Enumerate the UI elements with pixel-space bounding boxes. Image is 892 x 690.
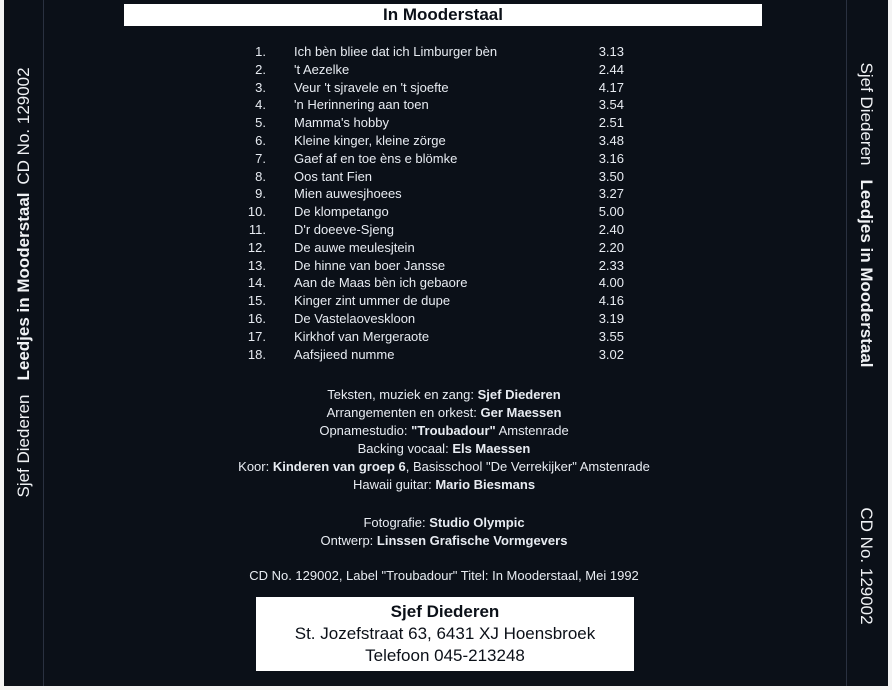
track-row bbox=[234, 115, 634, 133]
track-row bbox=[234, 169, 634, 187]
track-row bbox=[234, 347, 634, 365]
credit-arrangements bbox=[174, 404, 714, 422]
catalog-line: CD No. 129002, Label "Troubadour" Titel: In Mooderstaal, Mei 1992 bbox=[249, 568, 639, 583]
track-row bbox=[234, 133, 634, 151]
track-duration: 2.40 bbox=[598, 221, 624, 237]
credit-value: Kinderen van groep 6 bbox=[272, 459, 406, 474]
track-name: De auwe meulesjtein bbox=[294, 239, 415, 255]
track-name: 't Aezelke bbox=[294, 61, 350, 77]
track-duration: 3.27 bbox=[598, 186, 624, 202]
track-number: 7. bbox=[255, 150, 266, 166]
track-number: 13. bbox=[247, 257, 266, 273]
credit-label: Ontwerp: bbox=[320, 533, 374, 548]
track-name: Gaef af en toe èns e blömke bbox=[294, 150, 458, 166]
left-spine-divider bbox=[43, 0, 44, 686]
credit-lyrics bbox=[174, 386, 714, 404]
track-number: 10. bbox=[247, 204, 266, 220]
track-row bbox=[234, 275, 634, 293]
track-row bbox=[234, 80, 634, 98]
track-row bbox=[234, 151, 634, 169]
credit-label: Fotografie: bbox=[363, 515, 426, 530]
track-duration: 3.54 bbox=[598, 97, 624, 113]
track-row bbox=[234, 44, 634, 62]
track-name: Kleine kinger, kleine zörge bbox=[294, 132, 446, 148]
track-row bbox=[234, 204, 634, 222]
spine-album: Leedjes in Mooderstaal bbox=[14, 192, 33, 381]
track-row bbox=[234, 311, 634, 329]
credit-studio-place: Amstenrade bbox=[498, 423, 569, 438]
track-name: Mamma's hobby bbox=[294, 115, 389, 131]
track-number: 18. bbox=[247, 346, 266, 362]
credit-design bbox=[174, 532, 714, 550]
track-number: 4. bbox=[255, 97, 266, 113]
track-name: Kirkhof van Mergeraote bbox=[294, 328, 430, 344]
track-number: 8. bbox=[255, 168, 266, 184]
track-duration: 3.16 bbox=[598, 150, 624, 166]
credit-value: Els Maessen bbox=[452, 441, 531, 456]
spine-album: Leedjes in Mooderstaal bbox=[857, 179, 876, 368]
credit-value: Mario Biesmans bbox=[435, 477, 536, 492]
contact-street: St. Jozefstraat 63, 6431 XJ Hoensbroek bbox=[294, 624, 596, 643]
track-name: Aan de Maas bèn ich gebaore bbox=[294, 275, 468, 291]
track-number: 5. bbox=[255, 115, 266, 131]
track-number: 17. bbox=[247, 328, 266, 344]
track-duration: 2.44 bbox=[598, 61, 624, 77]
credit-value: Studio Olympic bbox=[429, 515, 525, 530]
credit-label: Hawaii guitar: bbox=[352, 477, 432, 492]
track-row bbox=[234, 62, 634, 80]
track-name: De klompetango bbox=[294, 204, 389, 220]
track-name: De Vastelaoveskloon bbox=[294, 310, 416, 326]
track-number: 6. bbox=[255, 132, 266, 148]
credit-backing bbox=[174, 440, 714, 458]
track-row bbox=[234, 240, 634, 258]
album-title: In Mooderstaal bbox=[124, 4, 762, 26]
track-name: Aafsjieed numme bbox=[294, 346, 395, 362]
spine-artist: Sjef Diederen bbox=[14, 394, 33, 498]
track-number: 2. bbox=[255, 61, 266, 77]
credit-studio bbox=[174, 422, 714, 440]
contact-name: Sjef Diederen bbox=[390, 602, 500, 621]
track-duration: 2.20 bbox=[598, 239, 624, 255]
credit-value: Linssen Grafische Vormgevers bbox=[376, 533, 568, 548]
credit-choir-rest: , Basisschool "De Verrekijker" Amstenrade bbox=[405, 459, 650, 474]
track-number: 11. bbox=[248, 221, 266, 237]
track-duration: 2.51 bbox=[598, 115, 624, 131]
track-name: Mien auwesjhoees bbox=[294, 186, 402, 202]
track-number: 16. bbox=[247, 310, 266, 326]
credit-label: Backing vocaal: bbox=[357, 441, 449, 456]
credits-block bbox=[174, 386, 714, 550]
credit-choir bbox=[174, 458, 714, 476]
track-name: D'r doeeve-Sjeng bbox=[294, 221, 395, 237]
track-duration: 3.02 bbox=[598, 346, 624, 362]
credit-value: "Troubadour" bbox=[411, 423, 496, 438]
track-number: 1. bbox=[255, 44, 266, 59]
left-spine-cd-number: CD No. 129002 bbox=[14, 67, 33, 185]
track-name: Veur 't sjravele en 't sjoefte bbox=[294, 79, 449, 95]
contact-phone: Telefoon 045-213248 bbox=[365, 646, 525, 665]
left-spine-title bbox=[14, 192, 34, 497]
credit-photography bbox=[174, 514, 714, 532]
track-duration: 2.33 bbox=[598, 257, 624, 273]
credit-label: Arrangementen en orkest: bbox=[326, 405, 477, 420]
track-row bbox=[234, 329, 634, 347]
track-number: 3. bbox=[255, 79, 266, 95]
credit-value: Sjef Diederen bbox=[477, 387, 561, 402]
credit-label: Koor: bbox=[238, 459, 270, 474]
credit-hawaii-guitar bbox=[174, 476, 714, 494]
credit-label: Teksten, muziek en zang: bbox=[327, 387, 474, 402]
track-list bbox=[234, 44, 634, 364]
track-row bbox=[234, 186, 634, 204]
track-duration: 3.55 bbox=[598, 328, 624, 344]
cd-back-cover bbox=[4, 0, 888, 686]
track-row bbox=[234, 293, 634, 311]
spine-artist: Sjef Diederen bbox=[857, 62, 876, 166]
track-name: Oos tant Fien bbox=[294, 168, 373, 184]
contact-address-box bbox=[256, 597, 634, 671]
track-name: 'n Herinnering aan toen bbox=[294, 97, 429, 113]
track-duration: 4.00 bbox=[598, 275, 624, 291]
track-name: De hinne van boer Jansse bbox=[294, 257, 446, 273]
track-number: 12. bbox=[247, 239, 266, 255]
track-name: Ich bèn bliee dat ich Limburger bèn bbox=[294, 44, 498, 59]
track-duration: 3.19 bbox=[598, 310, 624, 326]
track-name: Kinger zint ummer de dupe bbox=[294, 293, 451, 309]
track-duration: 3.48 bbox=[598, 132, 624, 148]
right-spine-cd-number: CD No. 129002 bbox=[857, 507, 876, 625]
right-spine-title bbox=[856, 62, 876, 367]
track-duration: 3.50 bbox=[598, 168, 624, 184]
track-duration: 5.00 bbox=[598, 204, 624, 220]
track-duration: 3.13 bbox=[598, 44, 624, 59]
track-number: 15. bbox=[247, 293, 266, 309]
track-duration: 4.16 bbox=[598, 293, 624, 309]
track-number: 14. bbox=[247, 275, 266, 291]
track-row bbox=[234, 222, 634, 240]
track-duration: 4.17 bbox=[598, 79, 624, 95]
track-row bbox=[234, 97, 634, 115]
track-row bbox=[234, 258, 634, 276]
credit-value: Ger Maessen bbox=[480, 405, 562, 420]
credit-label: Opnamestudio: bbox=[319, 423, 408, 438]
track-number: 9. bbox=[255, 186, 266, 202]
right-spine-divider bbox=[846, 0, 847, 686]
